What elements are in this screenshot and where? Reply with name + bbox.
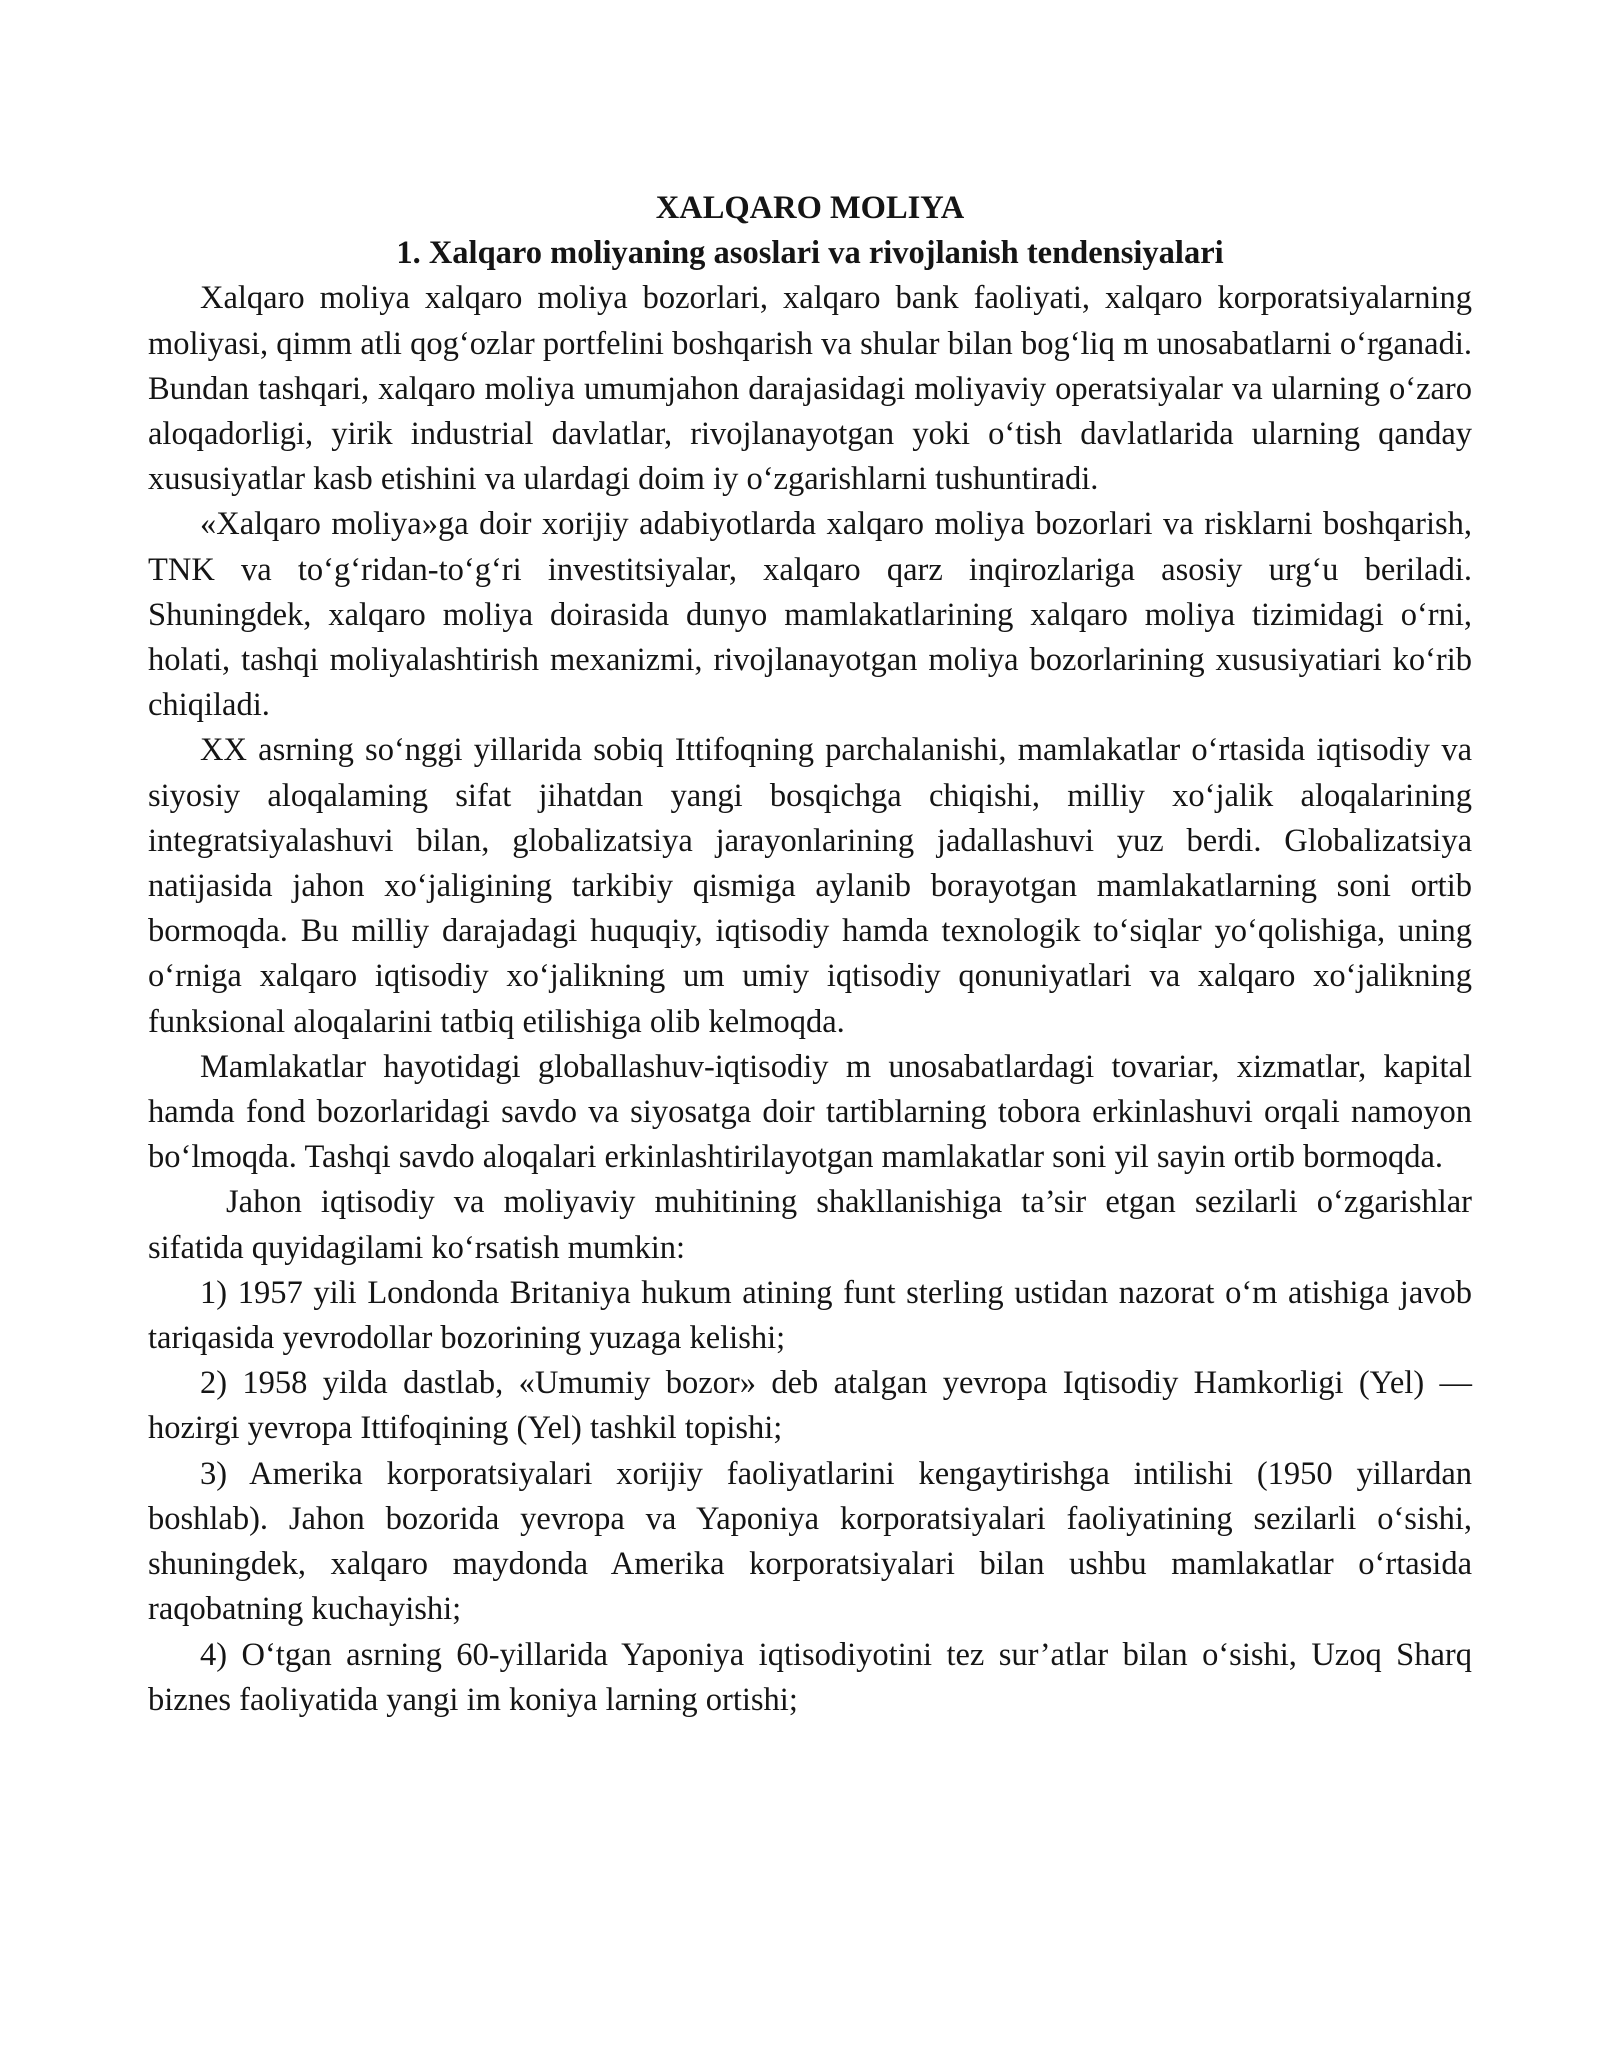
list-item-3: 3) Amerika korporatsiyalari xorijiy faoliyatlarini kengaytirishga intilishi (1950 yillardan boshlab). Jahon bozorida yevropa va Yaponiya korporatsiyalari faoliyatining sezilarli o‘sishi, shuningdek, xalqaro maydonda Amerika korporatsiyalari bilan ushbu mamlakatlar o‘rtasida raqobatning kuchayishi; xyxy=(148,1455,1472,1628)
list-item-4: 4) O‘tgan asrning 60-yillarida Yaponiya iqtisodiyotini tez sur’atlar bilan o‘sishi, Uzoq Sharq biznes faoliyatida yangi im koniya larning ortishi; xyxy=(148,1636,1472,1718)
paragraph-changes-intro: Jahon iqtisodiy va moliyaviy muhitining shakllanishiga ta’sir etgan sezilarli o‘zgarishlar sifatida quyidagilami ko‘rsatish mumkin: xyxy=(148,1184,1472,1266)
list-item-2: 2) 1958 yilda dastlab, «Umumiy bozor» deb atalgan yevropa Iqtisodiy Hamkorligi (Yel) — hozirgi yevropa Ittifoqining (Yel) tashkil topishi; xyxy=(148,1365,1472,1447)
paragraph-globalization: XX asrning so‘nggi yillarida sobiq Ittifoqning parchalanishi, mamlakatlar o‘rtasida iqtisodiy va siyosiy aloqalaming sifat jihatdan yangi bosqichga chiqishi, milliy xo‘jalik aloqalarining integratsiyalashuvi bilan, globalizatsiya jarayonlarining jadallashuvi yuz berdi. Globalizatsiya natijasida jahon xo‘jaligining tarkibiy qismiga aylanib borayotgan mamlakatlarning soni ortib bormoqda. Bu milliy darajadagi huquqiy, iqtisodiy hamda texnologik to‘siqlar yo‘qolishiga, uning o‘rniga xalqaro iqtisodiy xo‘jalikning um umiy iqtisodiy qonuniyatlari va xalqaro xo‘jalikning funksional aloqalarini tatbiq etilishiga olib kelmoqda. xyxy=(148,732,1472,1040)
document-title: XALQARO MOLIYA xyxy=(655,190,965,226)
paragraph-foreign-literature: «Xalqaro moliya»ga doir xorijiy adabiyotlarda xalqaro moliya bozorlari va risklarni boshqarish, TNK va to‘g‘ridan-to‘g‘ri investitsiyalar, xalqaro qarz inqirozlariga asosiy urg‘u beriladi. Shuningdek, xalqaro moliya doirasida dunyo mamlakatlarining xalqaro moliya tizimidagi o‘rni, holati, tashqi moliyalashtirish mexanizmi, rivojlanayotgan moliya bozorlarining xususiyatiari ko‘rib chiqiladi. xyxy=(148,506,1472,724)
list-item-1: 1) 1957 yili Londonda Britaniya hukum atining funt sterling ustidan nazorat o‘m atishiga javob tariqasida yevrodollar bozorining yuzaga kelishi; xyxy=(148,1274,1472,1357)
paragraph-trade-liberalization: Mamlakatlar hayotidagi globallashuv-iqtisodiy m unosabatlardagi tovariar, xizmatlar, kapital hamda fond bozorlaridagi savdo va siyosatga doir tartiblarning tobora erkinlashuvi orqali namoyon bo‘lmoqda. Tashqi savdo aloqalari erkinlashtirilayotgan mamlakatlar soni yil sayin ortib bormoqda. xyxy=(148,1048,1472,1176)
paragraph-intro: Xalqaro moliya xalqaro moliya bozorlari, xalqaro bank faoliyati, xalqaro korporatsiyalarning moliyasi, qimm atli qog‘ozlar portfelini boshqarish va shular bilan bog‘liq m unosabatlarni o‘rganadi. Bundan tashqari, xalqaro moliya umumjahon darajasidagi moliyaviy operatsiyalar va ularning o‘zaro aloqadorligi, yirik industrial davlatlar, rivojlanayotgan yoki o‘tish davlatlarida ularning qanday xususiyatlar kasb etishini va ulardagi doim iy o‘zgarishlarni tushuntiradi. xyxy=(148,280,1472,498)
document-page xyxy=(148,186,1472,1723)
section-heading: 1. Xalqaro moliyaning asoslari va rivojlanish tendensiyalari xyxy=(396,235,1224,272)
